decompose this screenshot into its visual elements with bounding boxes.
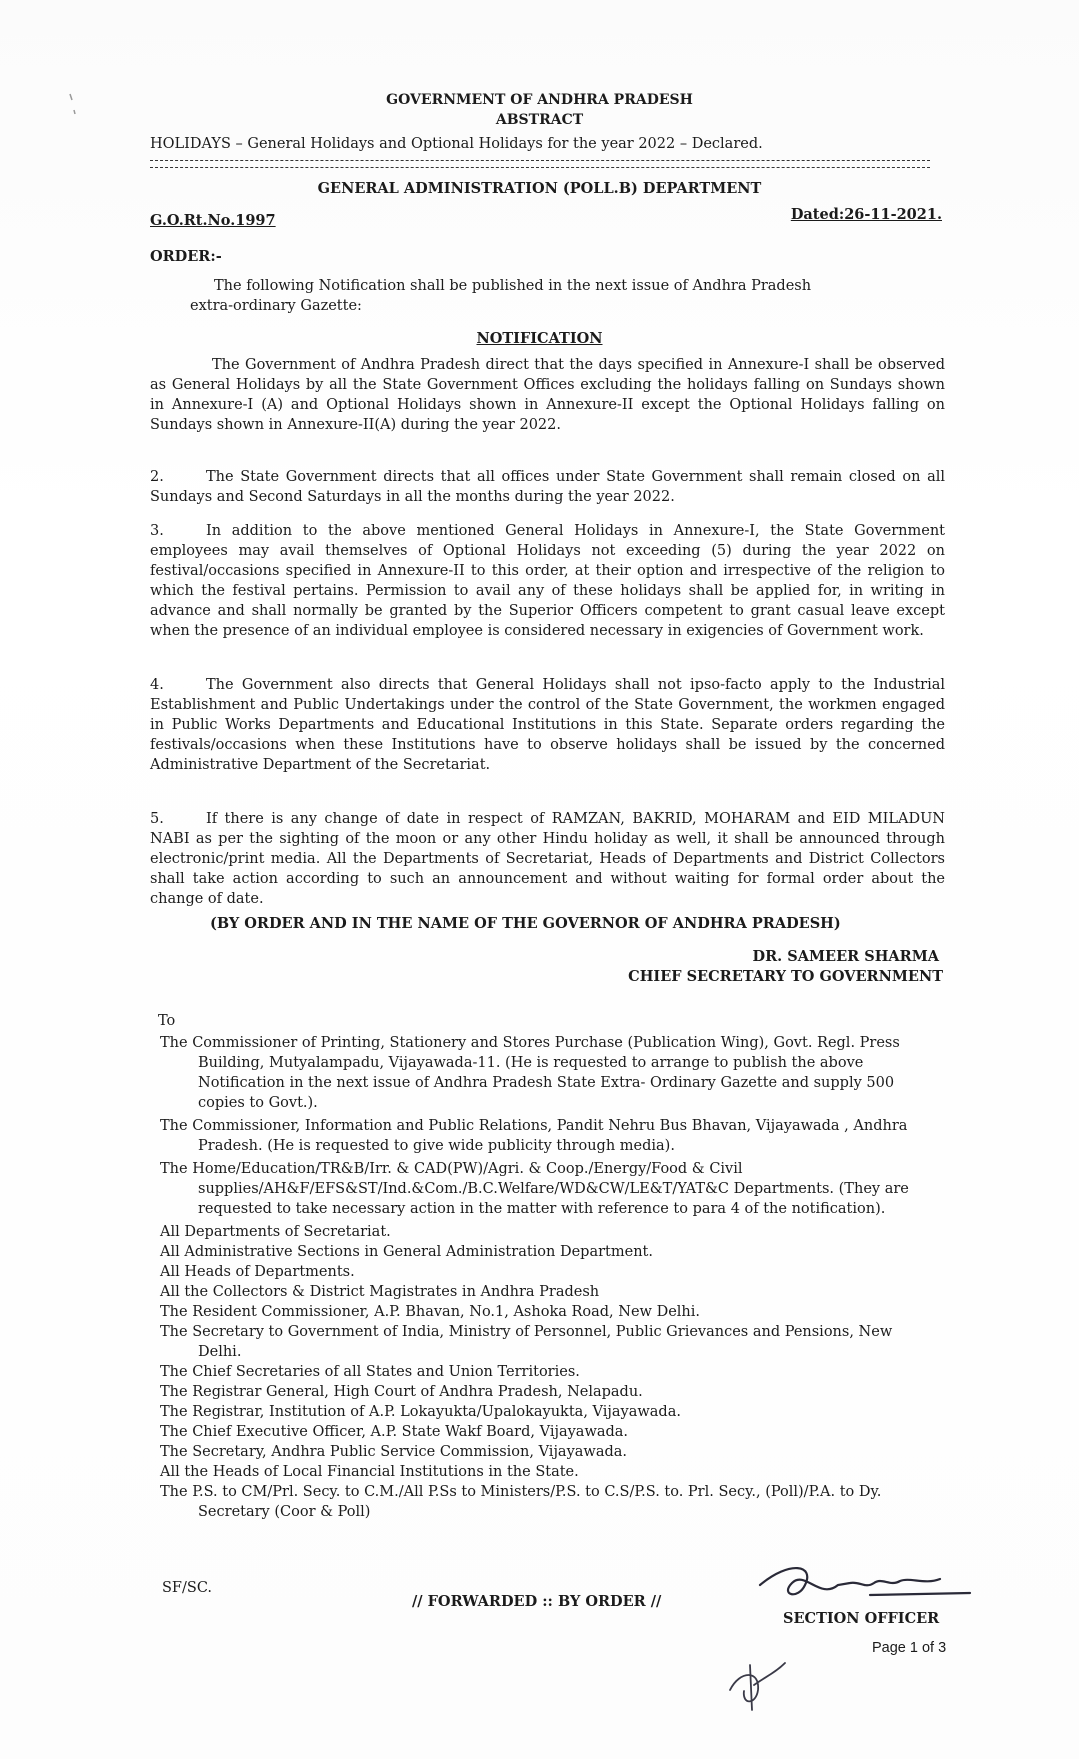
recipient-item: The Registrar General, High Court of Andhra Pradesh, Nelapadu.: [160, 1384, 643, 1400]
handwritten-initials: [720, 1655, 790, 1715]
subject-line: HOLIDAYS – General Holidays and Optional Holidays for the year 2022 – Declared.: [150, 136, 763, 152]
paragraph-text: If there is any change of date in respect of RAMZAN, BAKRID, MOHARAM and EID MILADUN NABI as per the sighting of the moon or any other Hindu holiday as well, it shall be announced through electronic/print media. All the Departments of Secretariat, Heads of Departments and District Collectors shall take action according to such an announcement and without waiting for formal order about the change of date.: [150, 811, 945, 907]
order-intro: The following Notification shall be published in the next issue of Andhra Pradesh extra-ordinary Gazette:: [190, 278, 812, 314]
recipient-item: All Administrative Sections in General Administration Department.: [160, 1244, 653, 1260]
abstract-title: ABSTRACT: [495, 112, 584, 128]
handwritten-signature: [750, 1555, 980, 1615]
paragraph-4: [150, 675, 945, 775]
signatory-designation: CHIEF SECRETARY TO GOVERNMENT: [628, 968, 943, 985]
forwarded-line: // FORWARDED :: BY ORDER //: [412, 1593, 662, 1610]
recipient-item: The Secretary to Government of India, Ministry of Personnel, Public Grievances and Pensions, New Delhi.: [160, 1324, 893, 1360]
paragraph-3: [150, 521, 945, 641]
recipient-list: [160, 1033, 940, 1522]
paragraph-number: 3.: [150, 523, 164, 539]
paragraph-number: 5.: [150, 811, 164, 827]
page-number: Page 1 of 3: [872, 1640, 947, 1656]
paragraph-text: The Government also directs that General Holidays shall not ipso-facto apply to the Industrial Establishment and Public Undertakings under the control of the State Government, the workmen engaged in Public Works Departments and Educational Institutions in this State. Separate orders regarding the festivals/occasions when these Institutions have to observe holidays shall be issued by the concerned Administrative Department of the Secretariat.: [150, 677, 945, 773]
paragraph-number: 4.: [150, 677, 164, 693]
recipient-item: All the Collectors & District Magistrates in Andhra Pradesh: [160, 1284, 600, 1300]
recipient-item: All Heads of Departments.: [160, 1264, 355, 1280]
paragraph-text: In addition to the above mentioned General Holidays in Annexure-I, the State Government employees may avail themselves of Optional Holidays not exceeding (5) during the year 2022 on festival/occasions specified in Annexure-II to this order, at their option and irrespective of the religion to which the festival pertains. Permission to avail any of these holidays shall be applied for, in writing in advance and shall normally be granted by the Superior Officers competent to grant casual leave except when the presence of an individual employee is considered necessary in exigencies of Government work.: [150, 523, 945, 639]
government-title: GOVERNMENT OF ANDHRA PRADESH: [386, 92, 693, 108]
to-label: To: [158, 1013, 176, 1029]
order-label: ORDER:-: [150, 248, 222, 265]
dated-line: Dated:26-11-2021.: [790, 206, 942, 223]
recipient-item: All Departments of Secretariat.: [160, 1224, 391, 1240]
recipient-item: The Home/Education/TR&B/Irr. & CAD(PW)/Agri. & Coop./Energy/Food & Civil supplies/AH&F/EFS&ST/Ind.&Com./B.C.Welfare/WD&CW/LE&T/YAT&C Departments. (They are requested to take necessary action in the matter with reference to para 4 of the notification).: [160, 1161, 909, 1217]
section-officer-label: SECTION OFFICER: [783, 1610, 940, 1627]
paragraph-number: 2.: [150, 469, 164, 485]
notification-title: NOTIFICATION: [476, 330, 603, 347]
sf-sc: SF/SC.: [162, 1580, 212, 1596]
recipient-item: The Registrar, Institution of A.P. Lokayukta/Upalokayukta, Vijayawada.: [160, 1404, 681, 1420]
paragraph-1: The Government of Andhra Pradesh direct that the days specified in Annexure-I shall be observed as General Holidays by all the State Government Offices excluding the holidays falling on Sundays shown in Annexure-I (A) and Optional Holidays shown in Annexure-II except the Optional Holidays falling on Sundays shown in Annexure-II(A) during the year 2022.: [150, 357, 945, 433]
recipient-item: The P.S. to CM/Prl. Secy. to C.M./All P.Ss to Ministers/P.S. to C.S/P.S. to. Prl. Secy., (Poll)/P.A. to Dy. Secretary (Coor & Poll): [160, 1484, 882, 1520]
double-dashed-rule: [150, 160, 930, 168]
recipient-item: All the Heads of Local Financial Institutions in the State.: [160, 1464, 579, 1480]
paragraph-text: The State Government directs that all offices under State Government shall remain closed on all Sundays and Second Saturdays in all the months during the year 2022.: [150, 469, 945, 505]
go-number: G.O.Rt.No.1997: [150, 212, 276, 229]
recipient-item: The Commissioner of Printing, Stationery and Stores Purchase (Publication Wing), Govt. Regl. Press Building, Mutyalampadu, Vijayawada-11. (He is requested to arrange to publish the above Notification in the next issue of Andhra Pradesh State Extra- Ordinary Gazette and supply 500 copies to Govt.).: [160, 1035, 900, 1111]
recipient-item: The Resident Commissioner, A.P. Bhavan, No.1, Ashoka Road, New Delhi.: [160, 1304, 700, 1320]
recipient-item: The Secretary, Andhra Public Service Commission, Vijayawada.: [160, 1444, 628, 1460]
paragraph-2: [150, 467, 945, 507]
paragraph-5: [150, 809, 945, 909]
department-title: GENERAL ADMINISTRATION (POLL.B) DEPARTMENT: [317, 180, 762, 197]
recipient-item: The Chief Executive Officer, A.P. State Wakf Board, Vijayawada.: [160, 1424, 629, 1440]
recipient-item: The Commissioner, Information and Public Relations, Pandit Nehru Bus Bhavan, Vijayawada , Andhra Pradesh. (He is requested to give wide publicity through media).: [160, 1118, 908, 1154]
recipient-item: The Chief Secretaries of all States and Union Territories.: [160, 1364, 580, 1380]
by-order-line: (BY ORDER AND IN THE NAME OF THE GOVERNOR OF ANDHRA PRADESH): [210, 915, 841, 932]
signatory-name: DR. SAMEER SHARMA: [752, 948, 939, 965]
